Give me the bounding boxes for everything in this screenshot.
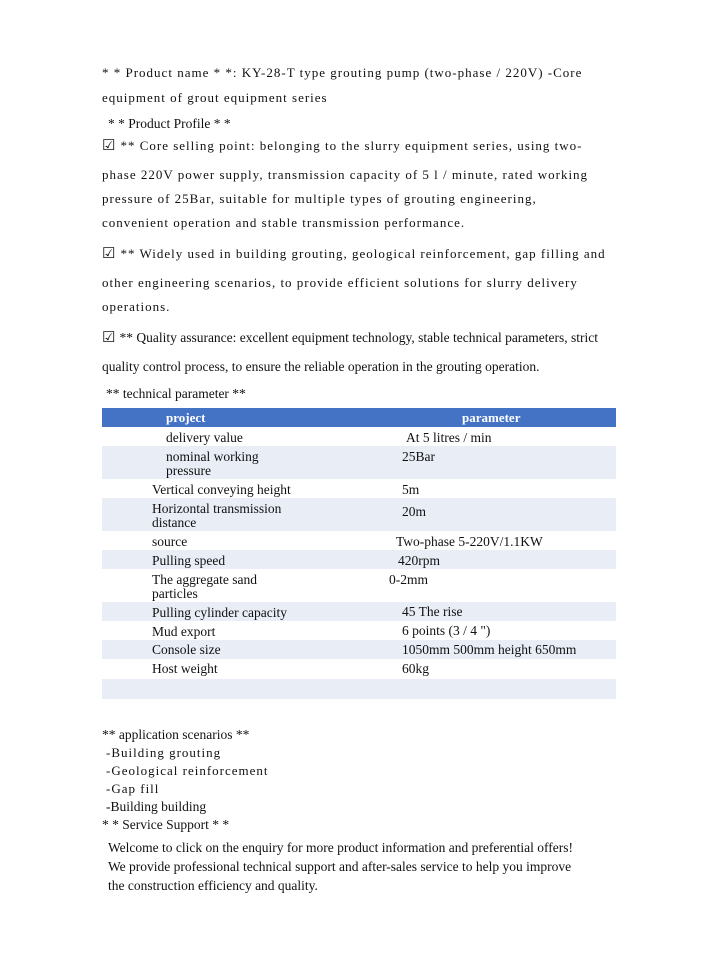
table-row [102,569,616,602]
service-line2: We provide professional technical support and after-sales service to help you improve [108,859,572,874]
bullet-1-line4: convenient operation and stable transmission performance. [102,215,466,230]
checkbox-checked-icon: ☑ [102,330,116,346]
checkbox-checked-icon: ☑ [102,246,117,262]
table-row-empty [102,679,616,699]
row-value: 5m [402,482,420,497]
row-key: Mud export [152,624,216,639]
bullet-2-line3: operations. [102,299,171,314]
row-value: 60kg [402,661,429,676]
row-key: Horizontal transmission distance [152,501,282,530]
bullet-2-line2: other engineering scenarios, to provide efficient solutions for slurry delivery [102,275,578,290]
checkbox-checked-icon: ☑ [102,138,117,154]
app-heading: ** application scenarios ** [102,727,250,742]
service-heading: * * Service Support * * [102,817,230,832]
header-project: project [166,410,206,425]
row-value: 20m [402,504,427,519]
row-key: source [152,534,188,549]
table-row [102,550,616,569]
table-row [102,602,616,621]
row-value: At 5 litres / min [406,430,492,445]
profile-heading: * * Product Profile * * [108,116,231,131]
row-key: Host weight [152,661,218,676]
bullet-1-line2: phase 220V power supply, transmission capacity of 5 l / minute, rated working [102,167,589,182]
row-key: Pulling speed [152,553,226,568]
product-name-label: * * Product name * *: [102,65,238,80]
row-key: nominal working pressure [166,449,259,478]
bullet-3-line2: quality control process, to ensure the reliable operation in the grouting operation. [102,359,540,374]
app-item: -Gap fill [106,781,160,796]
table-row [102,531,616,550]
product-name-value: KY-28-T type grouting pump (two-phase / 220V) -Core [241,65,583,80]
row-key: Pulling cylinder capacity [152,605,287,620]
row-value: 0-2mm [389,572,428,587]
table-row [102,427,616,446]
row-key: The aggregate sand particles [152,572,257,601]
table-row [102,479,616,498]
table-header [102,408,616,427]
row-key: Console size [152,642,221,657]
bullet-3-line1: ☑ ** Quality assurance: excellent equipment technology, stable technical parameters, strict [102,330,599,346]
row-value: 6 points (3 / 4 ") [402,623,491,638]
table-row [102,640,616,659]
app-item: -Building building [106,799,207,814]
bullet-2-line1: ☑ ** Widely used in building grouting, geological reinforcement, gap filling and [102,246,606,262]
app-item: -Geological reinforcement [106,763,269,778]
table-row [102,659,616,679]
header-parameter: parameter [462,410,521,425]
table-row [102,621,616,640]
row-key: Vertical conveying height [152,482,291,497]
bullet-1-line1: ☑ ** Core selling point: belonging to the slurry equipment series, using two- [102,138,583,154]
product-name-line2: equipment of grout equipment series [102,90,328,105]
bullet-1-line3: pressure of 25Bar, suitable for multiple types of grouting engineering, [102,191,537,206]
product-name-line1 [102,65,582,81]
service-line1: Welcome to click on the enquiry for more product information and preferential offers! [108,840,573,855]
row-value: 45 The rise [402,604,463,619]
tech-heading: ** technical parameter ** [106,386,246,401]
row-value: 25Bar [402,449,435,464]
service-line3: the construction efficiency and quality. [108,878,318,893]
parameter-table [102,408,616,699]
row-key: delivery value [166,430,243,445]
row-value: 420rpm [398,553,440,568]
table-row [102,446,616,479]
app-item: -Building grouting [106,745,222,760]
table-row [102,498,616,531]
row-value: 1050mm 500mm height 650mm [402,642,577,657]
row-value: Two-phase 5-220V/1.1KW [396,534,543,549]
